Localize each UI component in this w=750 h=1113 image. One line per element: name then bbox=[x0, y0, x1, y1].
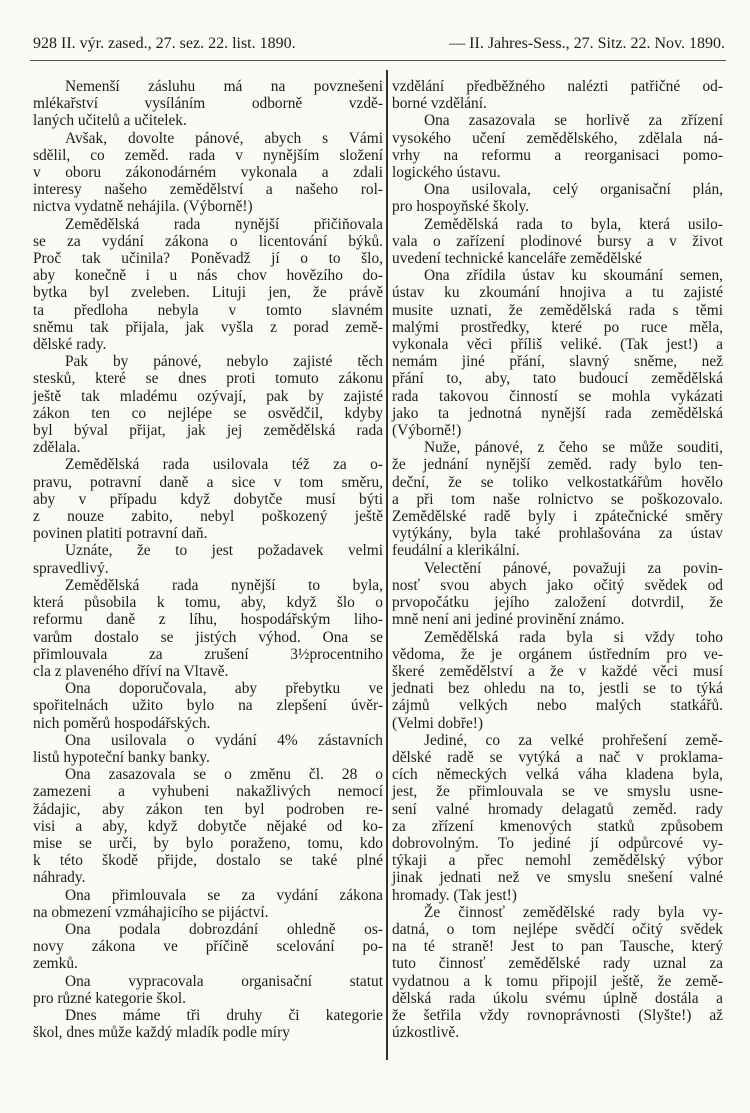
text-line: ústav ku zkoumání hnojiva a tu zajisté bbox=[392, 284, 723, 302]
header-rule bbox=[30, 60, 726, 61]
text-line: žádajic, aby zákon ten byl podroben re- bbox=[33, 800, 383, 818]
text-line: zdělala. bbox=[33, 439, 81, 457]
text-line: Ona usilovala o vydání 4% zástavních bbox=[65, 731, 383, 749]
paragraph bbox=[33, 353, 383, 456]
text-line: vědoma, že je orgánem ústředním pro ve- bbox=[392, 645, 723, 663]
text-line: Zemědělská rada usilovala též za o- bbox=[65, 456, 383, 474]
text-line: vrhy na reformu a reorganisaci pomo- bbox=[392, 146, 723, 164]
paragraph bbox=[33, 766, 383, 886]
paragraph bbox=[392, 267, 723, 439]
text-line: Dnes máme tři druhy či kategorie bbox=[65, 1006, 383, 1024]
text-line: datná, o tom nejlépe svědčí očitý svědek bbox=[392, 920, 723, 938]
text-line: se za vydání zákona o licentování býků. bbox=[33, 232, 383, 250]
text-line: ještě tak mladému ozývají, pak by zajisté bbox=[33, 387, 383, 405]
text-line: dělské radě se vytýká a nač v proklama- bbox=[392, 748, 723, 766]
text-line: laných učitelů a učitelek. bbox=[33, 112, 187, 130]
text-line: bytka byl zveleben. Lituji jen, že právě bbox=[33, 284, 383, 302]
text-line: byl býval přijat, jak jej zemědělská rada bbox=[33, 422, 383, 440]
text-line: sdělil, co zeměd. rada v nynějším složení bbox=[33, 146, 383, 164]
paragraph bbox=[33, 1007, 383, 1041]
paragraph bbox=[33, 78, 383, 130]
text-line: musite uznati, že zemědělská rada s těmi bbox=[392, 301, 723, 319]
text-line: Proč tak učinila? Poněvadž jí o to šlo, bbox=[33, 250, 383, 268]
text-line: která působila k tomu, aby, když šlo o bbox=[33, 594, 383, 612]
text-line: Ona usilovala, celý organisační plán, bbox=[424, 181, 723, 199]
text-line: nich poměrů hospodářských. bbox=[33, 714, 211, 732]
text-line: Ona podala dobrozdání ohledně os- bbox=[65, 920, 383, 938]
text-line: úzkostlivě. bbox=[392, 1024, 460, 1042]
text-line: stesků, které se dnes proti tomuto zákonu bbox=[33, 370, 383, 388]
text-line: zákon ten co nejlépe se osvědčil, kdyby bbox=[33, 404, 383, 422]
paragraph bbox=[33, 973, 383, 1007]
text-line: zemků. bbox=[33, 955, 78, 973]
text-line: Avšak, dovolte pánové, abych s Vámi bbox=[65, 129, 383, 147]
text-line: mise se urči, by bylo poraženo, tomu, kdo bbox=[33, 834, 383, 852]
text-line: varům dostalo se jistých výhod. Ona se bbox=[33, 628, 383, 646]
text-line: borné vzdělání. bbox=[392, 95, 487, 113]
paragraph bbox=[33, 887, 383, 921]
running-header bbox=[33, 35, 725, 57]
text-line: jinak jednati než ve smyslu snešení valné bbox=[392, 869, 723, 887]
text-line: tuto činnosť zemědělské rady uznal za bbox=[392, 955, 723, 973]
column-divider bbox=[386, 70, 388, 1060]
text-line: uvedení technické kanceláře zemědělské bbox=[392, 250, 642, 268]
paragraph bbox=[392, 216, 723, 268]
text-line: že šetřila vždy rovnoprávnosti (Slyšte!) až bbox=[392, 1006, 723, 1024]
text-line: škeré zemědělství a že v každé věci musí bbox=[392, 662, 723, 680]
left-column bbox=[33, 78, 383, 1041]
text-line: že jednání nynější zeměd. rady bylo ten- bbox=[392, 456, 723, 474]
text-line: zamezeni a vyhubeni nakažlivých nemocí bbox=[33, 783, 383, 801]
text-line: aby v případu když dobytče musí býti bbox=[33, 490, 383, 508]
paragraph bbox=[33, 680, 383, 732]
paragraph bbox=[392, 78, 723, 112]
text-line: na té straně! Jest to pan Tausche, který bbox=[392, 938, 723, 956]
text-line: sení valné hromady delagatů zeměd. rady bbox=[392, 800, 723, 818]
text-line: přimlouvala za zrušení 3½procentniho bbox=[33, 645, 383, 663]
text-line: Zemědělská rada nynější to byla, bbox=[65, 576, 383, 594]
text-line: interesy našeho zemědělství a našeho rol- bbox=[33, 181, 383, 199]
text-line: Ona zřídila ústav ku skoumání semen, bbox=[424, 267, 723, 285]
text-line: malými prostředky, které po ruce měla, bbox=[392, 318, 723, 336]
text-line: spravedlivý. bbox=[33, 559, 109, 577]
text-line: vala o zařízení plodinové bursy a v život bbox=[392, 232, 723, 250]
text-line: Uznáte, že to jest požadavek velmi bbox=[65, 542, 383, 560]
text-line: rada takovou činností se mohla vykázati bbox=[392, 387, 723, 405]
text-line: k této škodě přijde, dostalo se také plné bbox=[33, 852, 383, 870]
text-line: povinen platiti potravní daň. bbox=[33, 525, 208, 543]
text-line: dobrovolným. To jediné jí odpůrcové vy- bbox=[392, 834, 723, 852]
text-line: logického ústavu. bbox=[392, 164, 501, 182]
text-line: za zřízení kmenových statků způsobem bbox=[392, 817, 723, 835]
text-line: Ona doporučovala, aby přebytku ve bbox=[65, 680, 383, 698]
text-line: Zemědělská rada to byla, která usilo- bbox=[424, 215, 723, 233]
text-line: jako ta jednotná nynější rada zemědělská bbox=[392, 404, 723, 422]
text-line: Nemenší zásluhu má na povznešeni bbox=[65, 78, 383, 95]
text-line: škol, dnes může každý mladík podle míry bbox=[33, 1024, 290, 1042]
text-line: v oboru zákonodárném vykonala a zdali bbox=[33, 164, 383, 182]
paragraph bbox=[392, 112, 723, 181]
header-german: — II. Jahres-Sess., 27. Sitz. 22. Nov. 1890. bbox=[449, 35, 725, 52]
right-column bbox=[392, 78, 723, 1041]
paragraph bbox=[33, 456, 383, 542]
text-line: nictva vydatně nehájila. (Výborně!) bbox=[33, 198, 253, 216]
text-line: aby konečně i u nás chov hovězího do- bbox=[33, 267, 383, 285]
text-line: ta předloha nebyla v tomto slavném bbox=[33, 301, 383, 319]
text-line: reformu daně z líhu, hospodářským liho- bbox=[33, 611, 383, 629]
text-line: Velectění pánové, považuji za povin- bbox=[424, 559, 723, 577]
text-line: nosť svou abych jako očitý svědek od bbox=[392, 576, 723, 594]
text-line: a při tom naše rolnictvo se poškozovalo. bbox=[392, 490, 723, 508]
text-line: dělské rady. bbox=[33, 336, 107, 354]
text-line: pro hospoyňské školy. bbox=[392, 198, 530, 216]
text-line: sněmu tak přijala, jak vyšla z porad země- bbox=[33, 318, 383, 336]
paragraph bbox=[392, 560, 723, 629]
text-line: vzdělání předběžného nalézti patřičné od- bbox=[392, 78, 723, 95]
paragraph bbox=[33, 216, 383, 354]
text-line: prvopočátku jejího založení dotvrdil, že bbox=[392, 594, 723, 612]
text-line: Zemědělské radě byly i zpátečnické směry bbox=[392, 508, 723, 526]
text-line: listů hypoteční banky banky. bbox=[33, 748, 210, 766]
text-line: mně není ani jediné provinění známo. bbox=[392, 611, 625, 629]
text-line: Ona zasazovala se o změnu čl. 28 o bbox=[65, 766, 383, 784]
text-line: Ona zasazovala se horlivě za zřízení bbox=[424, 112, 723, 130]
text-line: vytýkány, byla také prohlašována za ústav bbox=[392, 525, 723, 543]
text-line: nemám jiné přání, slavný sněme, než bbox=[392, 353, 723, 371]
text-line: náhrady. bbox=[33, 869, 86, 887]
text-line: Ona vypracovala organisační statut bbox=[65, 972, 383, 990]
text-line: spořitelnách užito bylo na zlepšení úvěr- bbox=[33, 697, 383, 715]
paragraph bbox=[33, 732, 383, 766]
text-line: cla z plaveného dříví na Vltavě. bbox=[33, 662, 229, 680]
text-line: mlékařství vysíláním odborně vzdě- bbox=[33, 95, 383, 113]
text-line: pro různé kategorie škol. bbox=[33, 989, 186, 1007]
text-line: (Výborně!) bbox=[392, 422, 462, 440]
header-czech: 928 II. výr. zased., 27. sez. 22. list. 1890. bbox=[33, 35, 296, 52]
text-line: hromady. (Tak jest!) bbox=[392, 886, 517, 904]
text-line: visi a aby, když dobytče nějaké od ko- bbox=[33, 817, 383, 835]
text-line: novy zákona ve příčině scelování po- bbox=[33, 938, 383, 956]
text-line: jednati bez ohledu na to, jestli se to týká bbox=[392, 680, 723, 698]
paragraph bbox=[392, 732, 723, 904]
text-line: vydatnou a k tomu připojil ještě, že země- bbox=[392, 972, 723, 990]
text-line: vykonala věci příliš veliké. (Tak jest!) a bbox=[392, 336, 723, 354]
text-line: deční, že se toliko velkostatkářům hovělo bbox=[392, 473, 723, 491]
text-line: cích německých velká váha kladena byla, bbox=[392, 766, 723, 784]
paragraph bbox=[392, 904, 723, 1042]
text-line: feudální a klerikální. bbox=[392, 542, 520, 560]
text-line: Zemědělská rada nynější přičiňovala bbox=[65, 215, 383, 233]
paragraph bbox=[392, 181, 723, 215]
text-line: týkaji a přec nemohl zemědělský výbor bbox=[392, 852, 723, 870]
text-line: Pak by pánové, nebylo zajisté těch bbox=[65, 353, 383, 371]
paragraph bbox=[33, 130, 383, 216]
paragraph bbox=[33, 577, 383, 680]
text-line: pravu, potravní daně a sice v tom směru, bbox=[33, 473, 383, 491]
text-line: Ona přimlouvala se za vydání zákona bbox=[65, 886, 383, 904]
text-line: dělská rada úkolu svému úplně dostála a bbox=[392, 989, 723, 1007]
text-line: Že činnosť zemědělské rady byla vy- bbox=[424, 903, 723, 921]
paragraph bbox=[33, 542, 383, 576]
text-line: přání to, aby, tato budoucí zemědělská bbox=[392, 370, 723, 388]
text-line: Jediné, co za velké prohřešení země- bbox=[424, 731, 723, 749]
text-line: jest, že přimlouvala se ve smyslu usne- bbox=[392, 783, 723, 801]
text-line: na obmezení vzmáhajicího se pijáctví. bbox=[33, 903, 269, 921]
text-line: Zemědělská rada byla si vždy toho bbox=[424, 628, 723, 646]
text-line: zájmů velkých nebo malých statkářů. bbox=[392, 697, 723, 715]
text-line: vysokého učení zemědělského, zdělala ná- bbox=[392, 129, 723, 147]
paragraph bbox=[392, 439, 723, 559]
text-line: Nuže, pánové, z čeho se může souditi, bbox=[424, 439, 723, 457]
paragraph bbox=[392, 629, 723, 732]
text-line: (Velmi dobře!) bbox=[392, 714, 484, 732]
text-line: z nouze zabito, nebyl poškozený ještě bbox=[33, 508, 383, 526]
paragraph bbox=[33, 921, 383, 973]
